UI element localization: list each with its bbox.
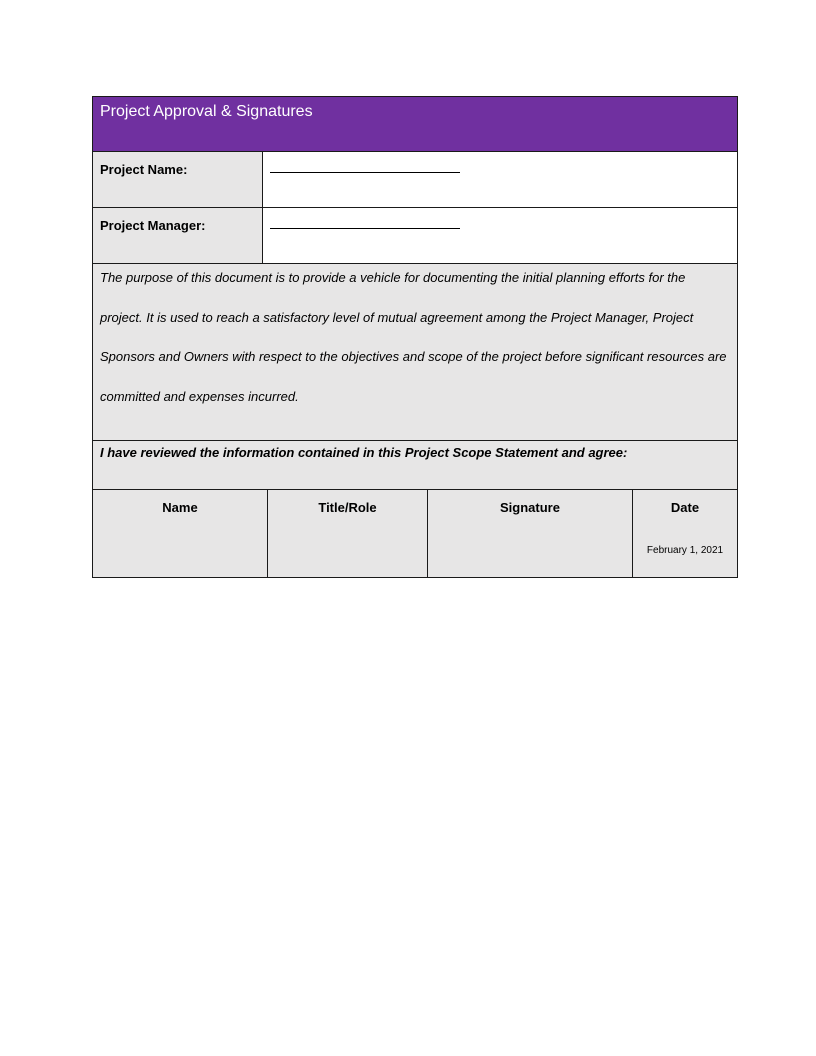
project-manager-underline xyxy=(270,228,460,229)
purpose-statement xyxy=(93,264,737,441)
purpose-text: The purpose of this document is to provide a vehicle for documenting the initial planning efforts for the project. It is used to reach a satisfactory level of mutual agreement among the Project Manager, Project Sponsors and Owners with respect to the objectives and scope of the project before significant resources are committed and expenses incurred. xyxy=(100,270,727,404)
agreement-text: I have reviewed the information contained in this Project Scope Statement and agree: xyxy=(100,445,628,460)
date-column-header: Date xyxy=(670,500,700,515)
project-manager-field[interactable] xyxy=(263,208,737,263)
project-name-field[interactable] xyxy=(263,152,737,207)
project-name-row xyxy=(93,152,737,208)
title-role-column-header: Title/Role xyxy=(318,500,377,515)
project-manager-label: Project Manager: xyxy=(93,208,263,263)
project-name-label: Project Name: xyxy=(93,152,263,207)
title-role-column[interactable] xyxy=(268,490,428,577)
signature-table xyxy=(93,490,737,577)
date-value: February 1, 2021 xyxy=(646,545,724,556)
signature-column-header: Signature xyxy=(500,500,560,515)
agreement-row xyxy=(93,441,737,490)
date-column[interactable] xyxy=(633,490,737,577)
project-name-underline xyxy=(270,172,460,173)
form-header xyxy=(93,97,737,152)
project-manager-row xyxy=(93,208,737,264)
project-approval-form xyxy=(92,96,738,578)
name-column-header: Name xyxy=(162,500,198,515)
signature-column[interactable] xyxy=(428,490,633,577)
name-column[interactable] xyxy=(93,490,268,577)
form-title: Project Approval & Signatures xyxy=(100,103,313,120)
